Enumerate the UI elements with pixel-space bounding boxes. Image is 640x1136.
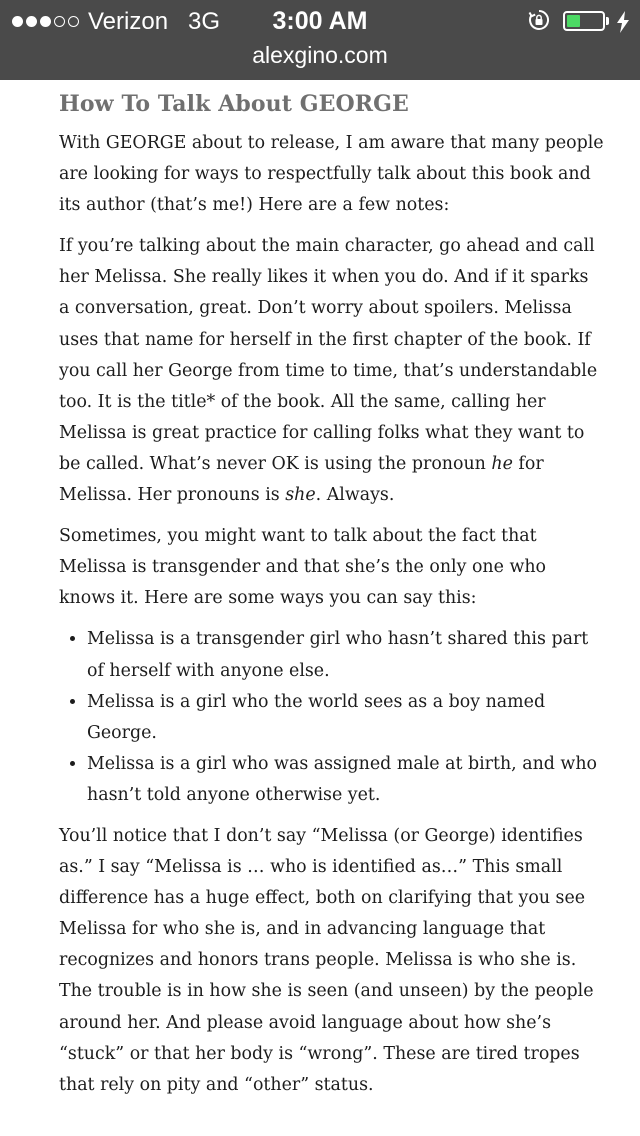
article — [59, 86, 604, 1111]
intro-paragraph: With GEORGE about to release, I am aware that many people are looking for ways to respectfully talk about this book and its author (that’s me!) Here are a few notes: — [59, 133, 604, 216]
list-item: • Melissa is a girl who was assigned male at birth, and who hasn’t told anyone otherwise yet. — [87, 749, 604, 811]
rotation-lock-icon — [528, 9, 550, 31]
language-paragraph: You’ll notice that I don’t say “Melissa (or George) identifies as.” I say “Melissa is … who is identified as…” This small difference has a huge effect, both on clarifying that you see Melissa for who she is, and in advancing language that recognizes and honors trans people. Melissa is who she is. The trouble is in how she is seen (and unseen) by the people around her. And please avoid language about how she’s “stuck” or that her body is “wrong”. These are tired tropes that rely on pity and “other” status. — [59, 825, 594, 1095]
status-bar — [0, 0, 640, 80]
list-item: • Melissa is a transgender girl who hasn’t shared this part of herself with anyone else. — [87, 624, 604, 686]
article-title: How To Talk About GEORGE — [59, 91, 409, 117]
pronoun-she: she — [285, 485, 316, 506]
address-bar-url[interactable]: alexgino.com — [252, 42, 388, 68]
transgender-paragraph: Sometimes, you might want to talk about the fact that Melissa is transgender and that she’s the only one who knows it. Here are some ways you can say this: — [59, 526, 547, 609]
battery-level-fill — [567, 15, 580, 27]
status-time: 3:00 AM — [272, 7, 368, 35]
list-item: • Melissa is a girl who the world sees as a boy named George. — [87, 687, 604, 749]
status-row — [0, 6, 640, 36]
battery-icon — [563, 11, 605, 31]
main-character-paragraph — [59, 231, 604, 511]
network-type: 3G — [188, 8, 221, 35]
pronoun-he: he — [491, 453, 513, 474]
carrier-name: Verizon — [88, 8, 169, 35]
paragraph-text: If you’re talking about the main character, go ahead and call her Melissa. She really likes it when you do. And if it sparks a conversation, great. Don’t worry about spoilers. Melissa uses that name for herself in the first chapter of the book. If you call her George from time to time, that’s understandable too. It is the title* of the book. All the same, calling her Melissa is great practice for calling folks what they want to be called. What’s never OK is using the pronoun — [59, 236, 598, 474]
phrasing-list — [59, 624, 604, 811]
battery-tip — [606, 17, 609, 25]
charging-bolt-icon — [616, 11, 630, 33]
paragraph-text: for Melissa. Her pronouns is — [59, 453, 544, 506]
paragraph-text: . Always. — [315, 485, 395, 506]
